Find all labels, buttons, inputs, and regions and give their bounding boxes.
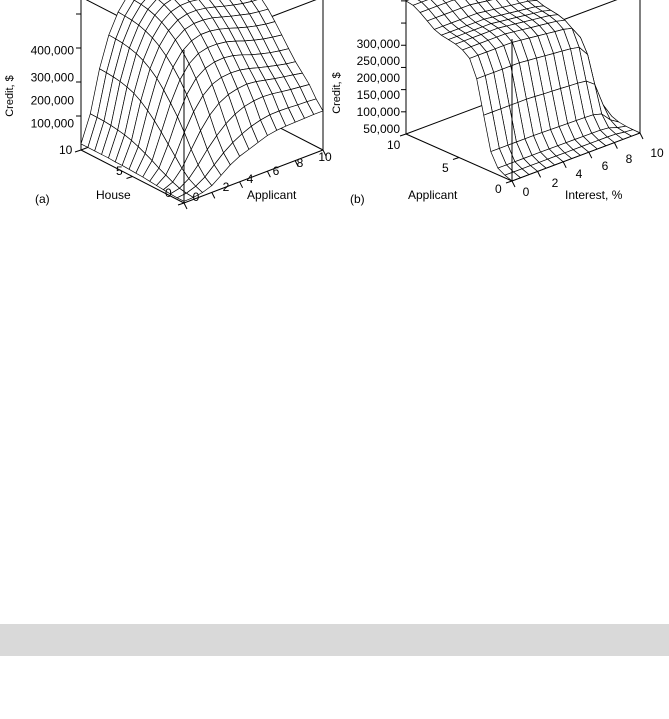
b-surface — [406, 0, 640, 181]
b-z-tick: 300,000 — [356, 37, 400, 51]
a-z-label: Credit, $ — [4, 75, 16, 117]
panel-a — [4, 0, 332, 209]
x-tick-mark — [538, 171, 541, 177]
b-x-tick: 8 — [625, 152, 633, 166]
a-x-tick: 4 — [246, 172, 254, 186]
y-tick-mark — [453, 158, 459, 160]
a-y-label: House — [96, 188, 131, 202]
a-z-tick: 100,000 — [30, 116, 74, 131]
x-tick-mark — [184, 203, 187, 209]
b-y-tick: 5 — [442, 161, 449, 175]
b-z-tick: 50,000 — [363, 122, 400, 136]
x-tick-mark — [640, 133, 643, 139]
a-x-tick: 10 — [318, 150, 332, 164]
y-tick-mark — [127, 177, 133, 179]
b-z-tick: 200,000 — [356, 71, 400, 85]
x-tick-mark — [614, 143, 617, 149]
a-x-tick: 0 — [192, 190, 200, 204]
b-y-label: Applicant — [408, 188, 458, 202]
b-x-label: Interest, % — [565, 188, 623, 202]
y-tick-mark — [400, 134, 406, 136]
b-panel-label: (b) — [350, 192, 365, 206]
x-tick-mark — [563, 162, 566, 168]
b-x-tick: 0 — [522, 185, 530, 199]
figure — [0, 0, 669, 215]
x-tick-mark — [240, 182, 243, 188]
b-x-tick: 10 — [650, 146, 664, 160]
footer-band — [0, 624, 669, 656]
b-x-tick: 4 — [575, 167, 583, 181]
a-z-tick: 200,000 — [30, 93, 74, 108]
y-tick-mark — [75, 150, 81, 152]
b-z-label: Credit, $ — [331, 72, 343, 114]
a-z-tick: 400,000 — [30, 43, 74, 58]
x-tick-mark — [589, 152, 592, 158]
x-tick-mark — [512, 181, 515, 187]
a-panel-label: (a) — [35, 192, 50, 206]
y-tick-mark — [506, 181, 512, 183]
x-tick-mark — [267, 171, 270, 177]
panel-b — [331, 0, 664, 206]
b-z-tick: 250,000 — [356, 54, 400, 68]
a-y-tick: 10 — [59, 143, 73, 157]
a-x-tick: 2 — [222, 180, 230, 194]
b-y-tick: 0 — [495, 182, 502, 196]
b-y-tick: 10 — [387, 138, 401, 152]
a-y-tick: 5 — [116, 164, 123, 178]
a-x-label: Applicant — [247, 188, 297, 202]
a-y-tick: 0 — [165, 186, 172, 200]
y-tick-mark — [178, 203, 184, 205]
b-x-tick: 6 — [601, 159, 609, 173]
b-x-tick: 2 — [551, 176, 559, 190]
x-tick-mark — [212, 192, 215, 198]
a-x-tick: 8 — [296, 156, 304, 170]
a-x-tick: 6 — [272, 164, 280, 178]
b-z-tick: 150,000 — [356, 88, 400, 102]
b-z-tick: 100,000 — [356, 105, 400, 119]
a-z-tick: 300,000 — [30, 70, 74, 85]
